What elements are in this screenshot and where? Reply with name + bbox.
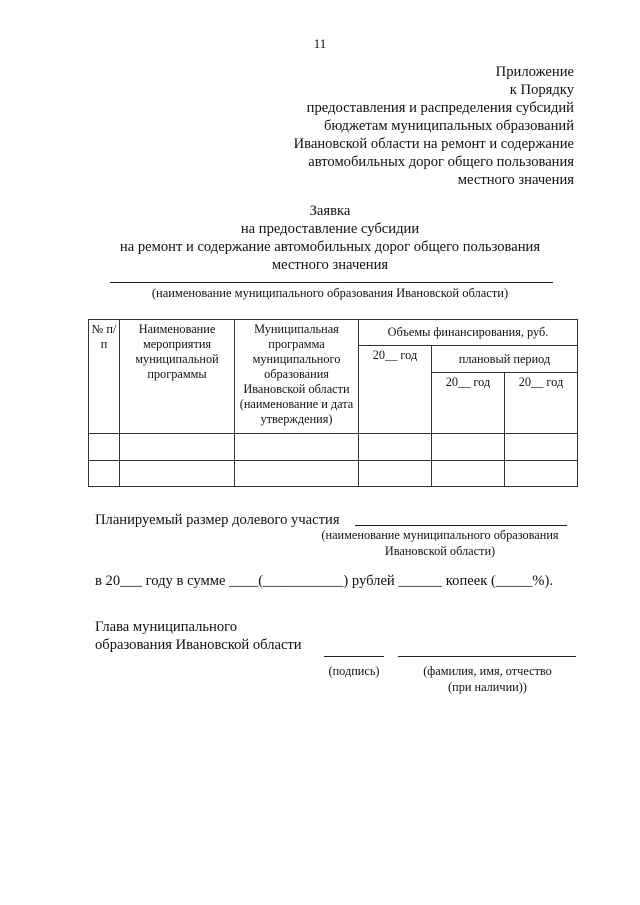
table-cell[interactable]	[235, 461, 359, 487]
header-funding: Объемы финансирования, руб.	[359, 320, 578, 346]
appendix-line: местного значения	[457, 172, 574, 188]
signature-field[interactable]	[324, 656, 384, 657]
document-title	[0, 202, 640, 274]
funding-table	[88, 319, 578, 487]
header-program: Муниципальная программа муниципального образования Ивановской области (наименование и дата утверждения)	[235, 320, 359, 434]
header-plan-year-1: 20__ год	[432, 373, 505, 434]
appendix-line: автомобильных дорог общего пользования	[308, 154, 574, 170]
appendix-line: бюджетам муниципальных образований	[323, 118, 574, 134]
head-of-municipality-label	[95, 618, 302, 654]
share-label: Планируемый размер долевого участия	[95, 512, 340, 528]
table-row	[89, 434, 578, 461]
table-cell[interactable]	[120, 434, 235, 461]
table-cell[interactable]	[89, 434, 120, 461]
full-name-caption-line: (при наличии))	[448, 680, 527, 694]
head-label-line: образования Ивановской области	[95, 637, 302, 653]
table-row	[89, 461, 578, 487]
table-cell[interactable]	[505, 434, 578, 461]
municipality-name-field[interactable]	[110, 282, 553, 283]
appendix-header	[294, 63, 574, 189]
full-name-caption	[400, 663, 575, 695]
title-line: на предоставление субсидии	[240, 221, 420, 237]
title-line: на ремонт и содержание автомобильных дорог общего пользования	[119, 239, 541, 255]
signature-caption: (подпись)	[328, 664, 380, 678]
header-current-year: 20__ год	[359, 346, 432, 434]
amount-line[interactable]: в 20___ году в сумме ____(___________) рублей ______ копеек (_____%).	[95, 573, 553, 589]
share-municipality-field[interactable]	[355, 525, 567, 526]
table-cell[interactable]	[505, 461, 578, 487]
full-name-caption-line: (фамилия, имя, отчество	[423, 664, 552, 678]
head-label-line: Глава муниципального	[95, 619, 238, 635]
table-cell[interactable]	[432, 434, 505, 461]
page-number: 11	[313, 36, 327, 51]
header-num: № п/п	[89, 320, 120, 434]
table-cell[interactable]	[432, 461, 505, 487]
appendix-line: к Порядку	[509, 82, 574, 98]
table-cell[interactable]	[359, 434, 432, 461]
title-line: Заявка	[309, 203, 351, 219]
appendix-line: предоставления и распределения субсидий	[306, 100, 574, 116]
header-plan-year-2: 20__ год	[505, 373, 578, 434]
appendix-line: Приложение	[495, 64, 574, 80]
full-name-field[interactable]	[398, 656, 576, 657]
share-caption-line: (наименование муниципального образования	[321, 528, 559, 542]
table-cell[interactable]	[89, 461, 120, 487]
municipality-caption: (наименование муниципального образования Ивановской области)	[151, 286, 509, 300]
header-event-name: Наименование мероприятия муниципальной программы	[120, 320, 235, 434]
share-caption-line: Ивановской области)	[384, 544, 496, 558]
table-cell[interactable]	[359, 461, 432, 487]
title-line: местного значения	[271, 257, 389, 273]
table-cell[interactable]	[120, 461, 235, 487]
share-caption	[300, 527, 580, 559]
appendix-line: Ивановской области на ремонт и содержание	[293, 136, 574, 152]
header-planned-period: плановый период	[432, 346, 578, 373]
table-cell[interactable]	[235, 434, 359, 461]
